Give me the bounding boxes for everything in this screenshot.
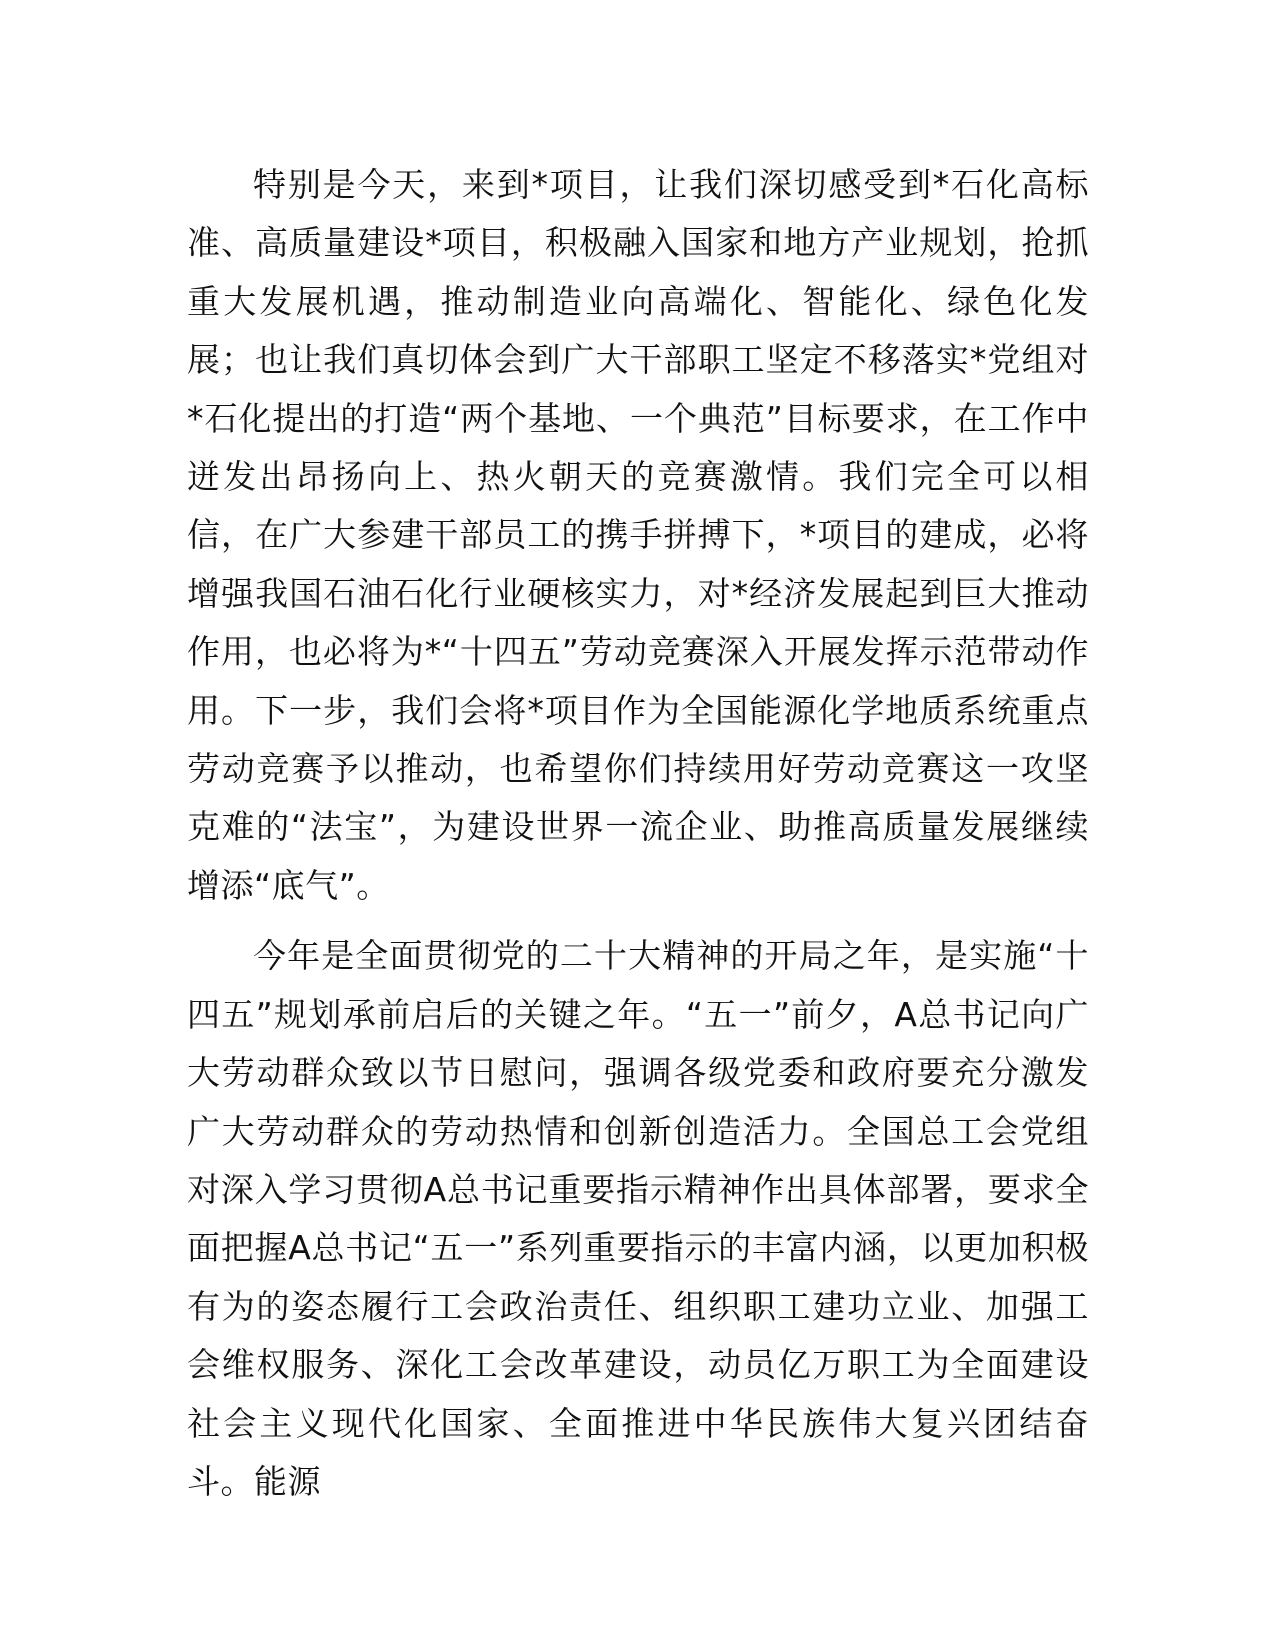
body-paragraph-1: 特别是今天，来到*项目，让我们深切感受到*石化高标准、高质量建设*项目，积极融入国家和地方产业规划，抢抓重大发展机遇，推动制造业向高端化、智能化、绿色化发展；也让我们真切体会到广大干部职工坚定不移落实*党组对*石化提出的打造“两个基地、一个典范”目标要求，在工作中迸发出昂扬向上、热火朝天的竞赛激情。我们完全可以相信，在广大参建干部员工的携手拼搏下，*项目的建成，必将增强我国石油石化行业硬核实力，对*经济发展起到巨大推动作用，也必将为*“十四五”劳动竞赛深入开展发挥示范带动作用。下一步，我们会将*项目作为全国能源化学地质系统重点劳动竞赛予以推动，也希望你们持续用好劳动竞赛这一攻坚克难的“法宝”，为建设世界一流企业、助推高质量发展继续增添“底气”。 — [187, 165, 1089, 905]
body-paragraph-2: 今年是全面贯彻党的二十大精神的开局之年，是实施“十四五”规划承前启后的关键之年。“五一”前夕，A总书记向广大劳动群众致以节日慰问，强调各级党委和政府要充分激发广大劳动群众的劳动热情和创新创造活力。全国总工会党组对深入学习贯彻A总书记重要指示精神作出具体部署，要求全面把握A总书记“五一”系列重要指示的丰富内涵，以更加积极有为的姿态履行工会政治责任、组织职工建功立业、加强工会维权服务、深化工会改革建设，动员亿万职工为全面建设社会主义现代化国家、全面推进中华民族伟大复兴团结奋斗。能源 — [187, 936, 1089, 1501]
document-page — [187, 156, 1089, 1511]
